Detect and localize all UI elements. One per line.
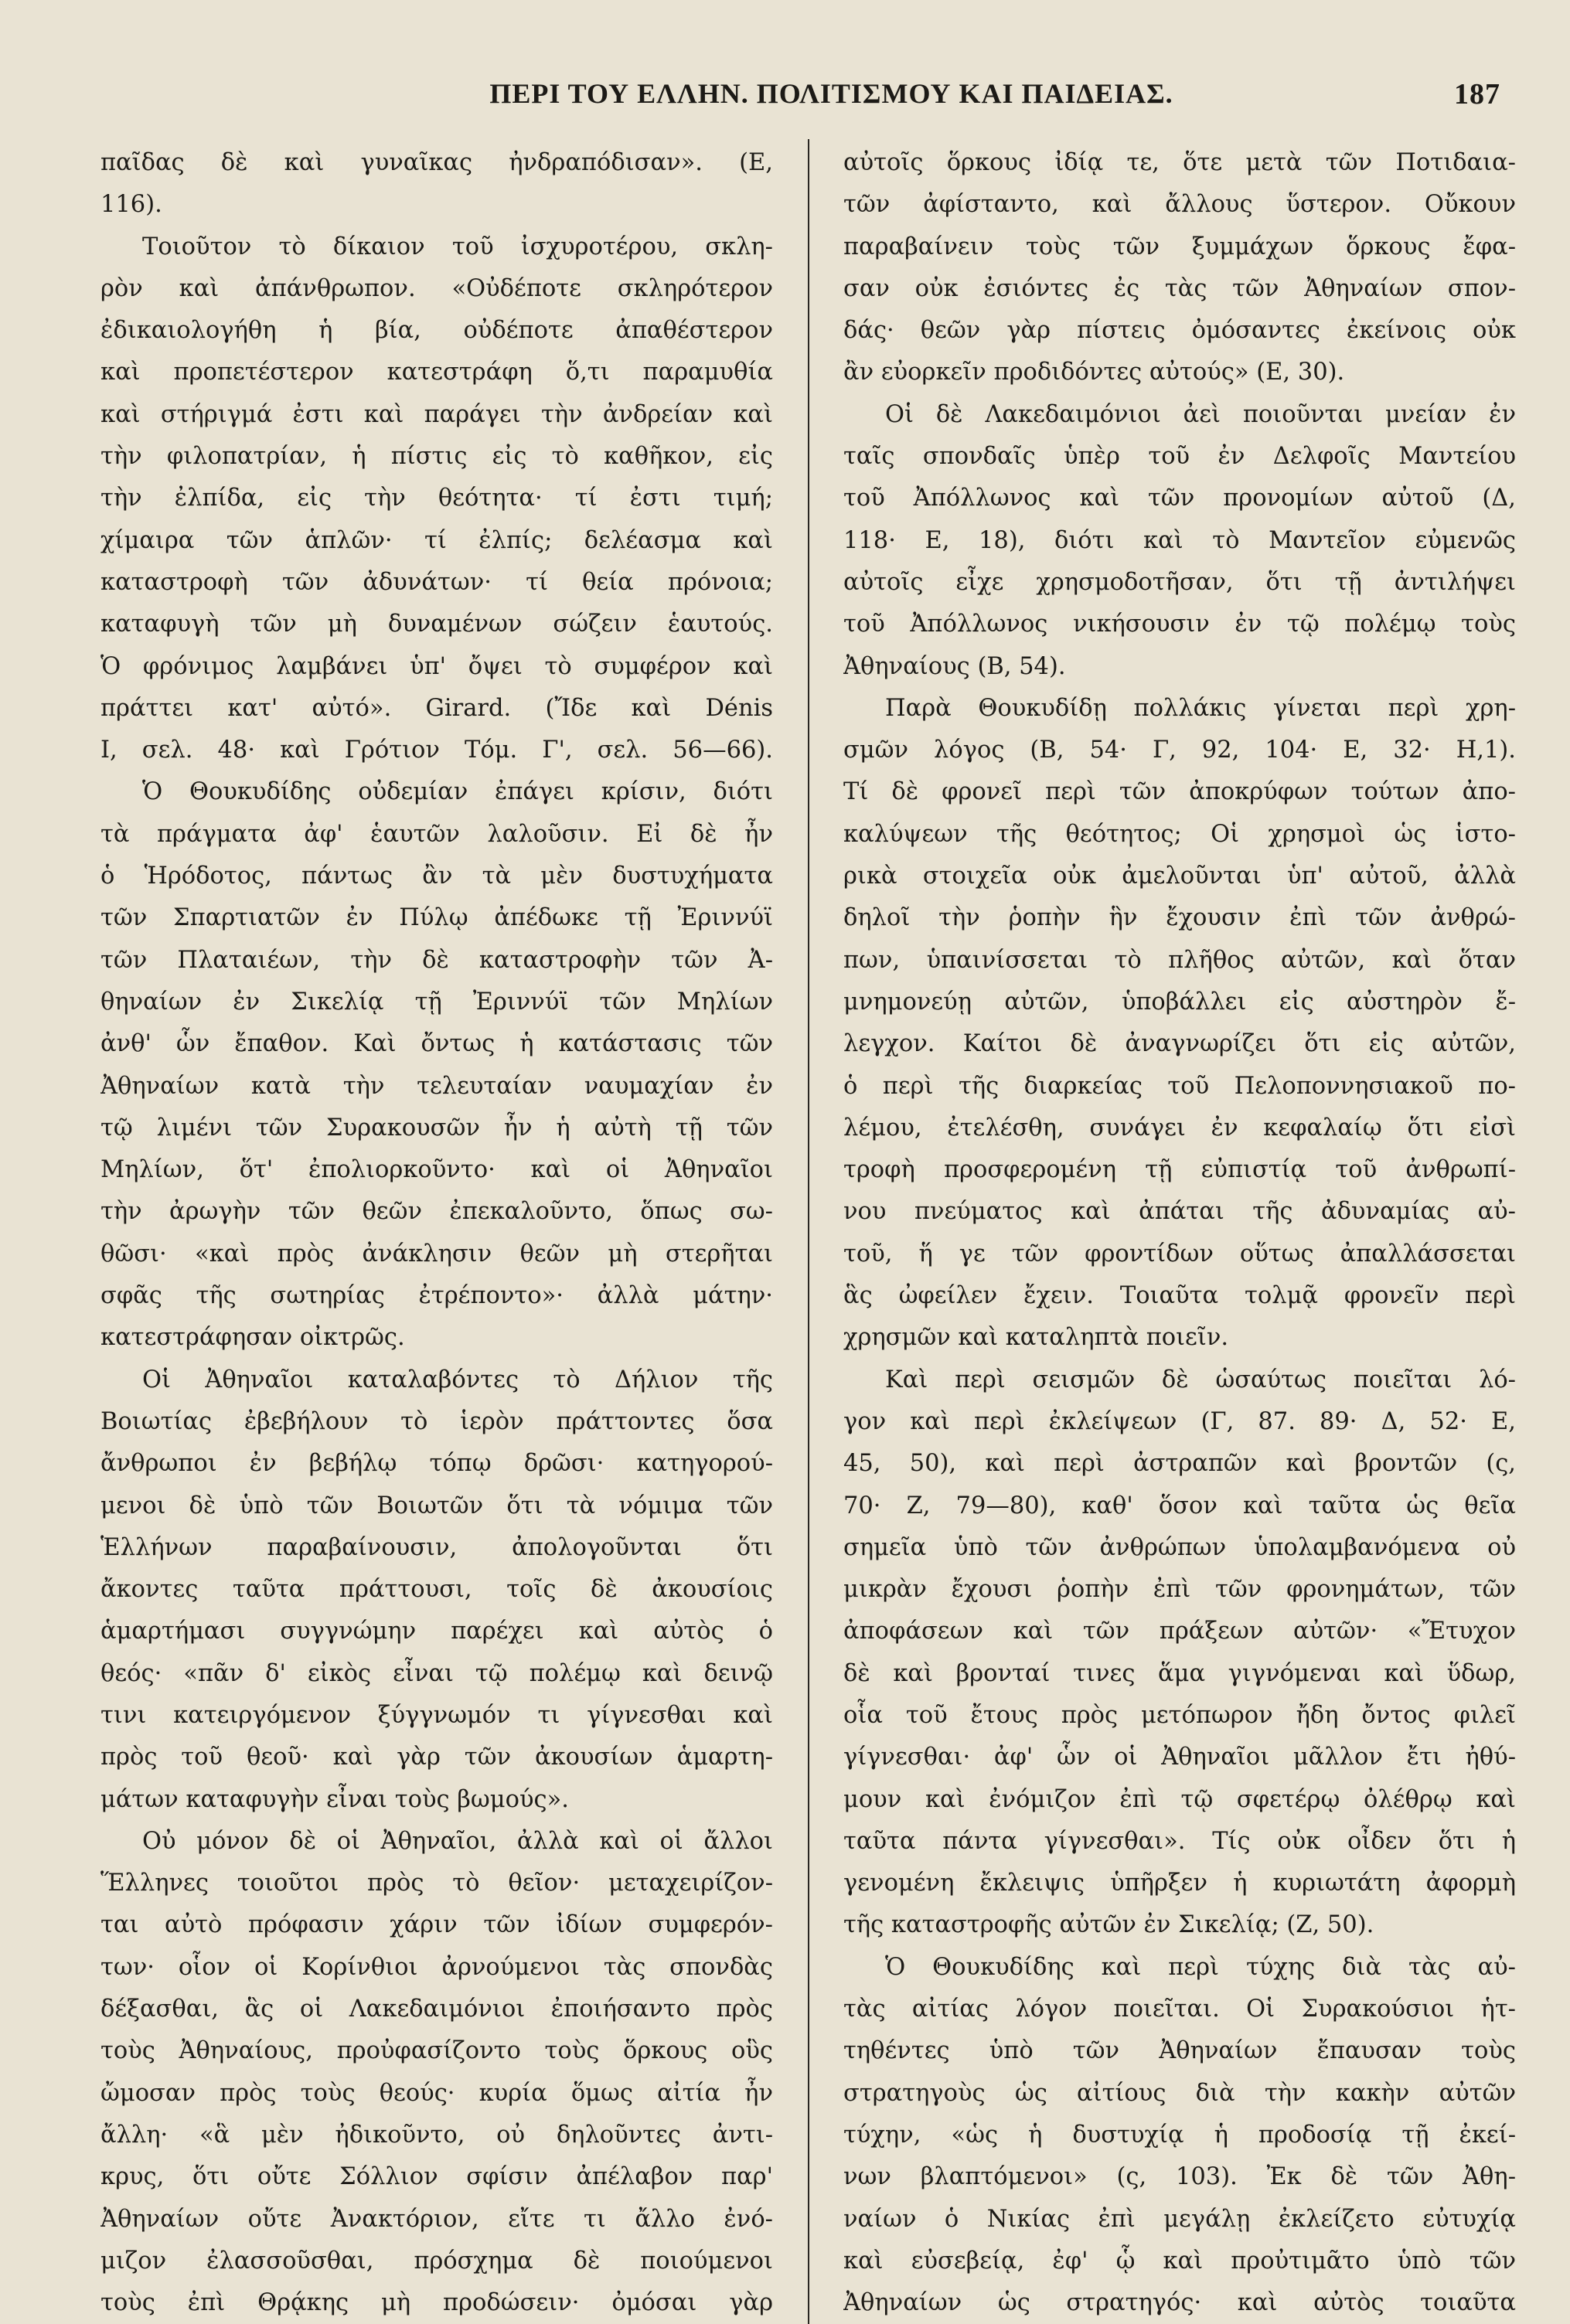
text-line: ταῦτα πάντα γίγνεσθαι». Τίς οὐκ οἶδεν ὅτι ἡ [843,1827,1516,1855]
text-line: Ὁ Θουκυδίδης οὐδεμίαν ἐπάγει κρίσιν, διότι [142,778,773,806]
text-line: σαν οὐκ ἐσιόντες ἐς τὰς τῶν Ἀθηναίων σπον- [843,274,1516,302]
text-line: κατεστράφησαν οἰκτρῶς. [100,1324,405,1352]
text-line: δὲ καὶ βρονταί τινες ἅμα γιγνόμεναι καὶ ὕδωρ, [843,1659,1516,1687]
text-line: τοῦ Ἀπόλλωνος νικήσουσιν ἐν τῷ πολέμῳ τοὺς [843,611,1516,638]
text-line: τοὺς ἐπὶ Θρᾴκης μὴ προδώσειν· ὀμόσαι γὰρ [100,2289,773,2317]
text-line: μνημονεύῃ αὐτῶν, ὑποβάλλει εἰς αὐστηρὸν ἔ- [843,988,1516,1016]
text-line: Ἕλληνες τοιοῦτοι πρὸς τὸ θεῖον· μεταχειρίζον- [100,1870,773,1897]
text-line: μιζον ἐλασσοῦσθαι, πρόσχημα δὲ ποιούμενοι [100,2247,773,2275]
text-line: τοῦ Ἀπόλλωνος καὶ τῶν προνομίων αὐτοῦ (Δ, [843,485,1516,512]
text-line: ρὸν καὶ ἀπάνθρωπον. «Οὐδέποτε σκληρότερον [100,274,773,302]
text-line: ὁ Ἡρόδοτος, πάντως ἂν τὰ μὲν δυστυχήματα [100,863,773,890]
text-line: μικρὰν ἔχουσι ῥοπὴν ἐπὶ τῶν φρονημάτων, τῶν [843,1576,1516,1604]
text-line: ἁμαρτήμασι συγγνώμην παρέχει καὶ αὐτὸς ὁ [100,1618,773,1645]
text-line: μενοι δὲ ὑπὸ τῶν Βοιωτῶν ὅτι τὰ νόμιμα τῶν [100,1492,773,1519]
text-line: στρατηγοὺς ὡς αἰτίους διὰ τὴν κακὴν αὐτῶν [843,2079,1516,2107]
text-line: καὶ προπετέστερον κατεστράφη ὅ,τι παραμυθία [100,359,773,386]
text-line: πρὸς τοῦ θεοῦ· καὶ γὰρ τῶν ἀκουσίων ἁμαρτη- [100,1744,773,1771]
text-line: δάς· θεῶν γὰρ πίστεις ὀμόσαντες ἐκείνοις οὐκ [843,317,1516,345]
text-line: λέμου, ἐτελέσθη, συνάγει ἐν κεφαλαίῳ ὅτι εἰσὶ [843,1114,1516,1142]
text-line: ἀνθ' ὧν ἔπαθον. Καὶ ὄντως ἡ κατάστασις τῶν [100,1030,773,1058]
text-line: Ἀθηναίους (Β, 54). [843,652,1066,680]
text-line: ὤμοσαν πρὸς τοὺς θεούς· κυρία ὅμως αἰτία ἦν [100,2079,773,2107]
text-line: ἄλλη· «ἃ μὲν ἠδικοῦντο, οὐ δηλοῦντες ἀντι- [100,2121,773,2149]
text-line: τὰς αἰτίας λόγον ποιεῖται. Οἱ Συρακούσιοι ἡτ- [843,1996,1516,2023]
text-line: I, σελ. 48· καὶ Γρότιον Τόμ. Γ', σελ. 56—66). [100,737,773,764]
text-line: τὴν φιλοπατρίαν, ἡ πίστις εἰς τὸ καθῆκον, εἰς [100,443,773,471]
text-columns [100,142,1516,2324]
text-line: Τοιοῦτον τὸ δίκαιον τοῦ ἰσχυροτέρου, σκλη- [142,233,773,260]
text-line: αὐτοῖς ὅρκους ἰδίᾳ τε, ὅτε μετὰ τῶν Ποτιδαια- [843,149,1516,176]
text-line: γενομένη ἔκλειψις ὑπῆρξεν ἡ κυριωτάτη ἀφορμὴ [843,1870,1516,1897]
text-line: Ἀθηναίων ὡς στρατηγός· καὶ αὐτὸς τοιαῦτα [843,2289,1516,2317]
text-line: χρησμῶν καὶ καταληπτὰ ποιεῖν. [843,1324,1229,1352]
running-title: ΠΕΡΙ ΤΟΥ ΕΛΛΗΝ. ΠΟΛΙΤΙΣΜΟΥ ΚΑΙ ΠΑΙΔΕΙΑΣ. [489,78,1173,109]
text-line: καὶ εὐσεβείᾳ, ἐφ' ᾧ καὶ προὐτιμᾶτο ὑπὸ τῶν [843,2247,1516,2275]
text-line: τὴν ἐλπίδα, εἰς τὴν θεότητα· τί ἐστι τιμή; [100,485,773,512]
text-line: τροφὴ προσφερομένη τῇ εὐπιστίᾳ τοῦ ἀνθρωπί- [843,1156,1516,1184]
text-line: Ὁ Θουκυδίδης καὶ περὶ τύχης διὰ τὰς αὐ- [885,1953,1516,1981]
text-line: αὐτοῖς εἶχε χρησμοδοτῆσαν, ὅτι τῇ ἀντιλήψει [843,568,1516,596]
text-line: νου πνεύματος καὶ ἀπάται τῆς ἀδυναμίας αὐ- [843,1198,1516,1226]
text-line: πράττει κατ' αὐτό». Girard. (Ἴδε καὶ Dénis [100,694,773,722]
text-line: μουν καὶ ἐνόμιζον ἐπὶ τῷ σφετέρῳ ὀλέθρῳ καὶ [843,1785,1516,1813]
text-line: τοῦ, ἥ γε τῶν φροντίδων οὕτως ἀπαλλάσσεται [843,1240,1516,1267]
text-line: Ἀθηναίων κατὰ τὴν τελευταίαν ναυμαχίαν ἐν [100,1072,773,1100]
text-line: Τί δὲ φρονεῖ περὶ τῶν ἀποκρύφων τούτων ἀπο- [843,778,1516,806]
text-line: σημεῖα ὑπὸ τῶν ἀνθρώπων ὑπολαμβανόμενα οὐ [843,1533,1516,1561]
text-line: 116). [100,191,162,219]
text-line: τοὺς Ἀθηναίους, προὐφασίζοντο τοὺς ὅρκους οὓς [100,2037,773,2065]
text-line: ἄκοντες ταῦτα πράττουσι, τοῖς δὲ ἀκουσίοις [100,1576,773,1604]
page-number: 187 [1454,78,1500,111]
text-line: τὴν ἀρωγὴν τῶν θεῶν ἐπεκαλοῦντο, ὅπως σω- [100,1198,773,1226]
text-line: 45, 50), καὶ περὶ ἀστραπῶν καὶ βροντῶν (ς, [843,1450,1516,1478]
text-line: Οὐ μόνον δὲ οἱ Ἀθηναῖοι, ἀλλὰ καὶ οἱ ἄλλοι [142,1827,773,1855]
text-line: τῷ λιμένι τῶν Συρακουσῶν ἦν ἡ αὐτὴ τῇ τῶν [100,1114,773,1142]
text-line: ρικὰ στοιχεῖα οὐκ ἀμελοῦνται ὑπ' αὐτοῦ, ἀλλὰ [843,863,1516,890]
text-line: θηναίων ἐν Σικελίᾳ τῇ Ἐριννύϊ τῶν Μηλίων [100,988,773,1016]
text-line: τινι κατειργόμενον ξύγγνωμόν τι γίγνεσθαι καὶ [100,1701,773,1729]
text-line: ἀποφάσεων καὶ τῶν πράξεων αὐτῶν· «Ἔτυχον [843,1618,1516,1645]
text-line: λεγχον. Καίτοι δὲ ἀναγνωρίζει ὅτι εἰς αὐτῶν, [843,1030,1516,1058]
text-line: πων, ὑπαινίσσεται τὸ πλῆθος αὐτῶν, καὶ ὅταν [843,946,1516,974]
text-line: κρυς, ὅτι οὔτε Σόλλιον σφίσιν ἀπέλαβον παρ' [100,2163,773,2191]
text-line: σμῶν λόγος (Β, 54· Γ, 92, 104· Ε, 32· Η,1). [843,737,1516,764]
text-line: ἄνθρωποι ἐν βεβήλῳ τόπῳ δρῶσι· κατηγορού- [100,1450,773,1478]
text-line: καταφυγὴ τῶν μὴ δυναμένων σώζειν ἑαυτούς. [100,611,773,638]
text-line: τύχην, «ὡς ἡ δυστυχίᾳ ἡ προδοσίᾳ τῇ ἐκεί- [843,2121,1516,2149]
text-line: ἃς ὠφείλεν ἔχειν. Τοιαῦτα τολμᾷ φρονεῖν περὶ [843,1282,1516,1310]
text-line: δέξασθαι, ἃς οἱ Λακεδαιμόνιοι ἐποιήσαντο πρὸς [100,1996,773,2023]
text-line: Ἀθηναίων οὔτε Ἀνακτόριον, εἴτε τι ἄλλο ἐνό- [100,2205,773,2233]
text-line: τηθέντες ὑπὸ τῶν Ἀθηναίων ἔπαυσαν τοὺς [843,2037,1516,2065]
text-line: σφᾶς τῆς σωτηρίας ἐτρέποντο»· ἀλλὰ μάτην· [100,1282,773,1310]
text-line: ναίων ὁ Νικίας ἐπὶ μεγάλῃ ἐκλείζετο εὐτυχίᾳ [843,2205,1516,2233]
text-line: 118· Ε, 18), διότι καὶ τὸ Μαντεῖον εὐμενῶς [843,526,1516,554]
text-line: τῶν ἀφίσταντο, καὶ ἄλλους ὕστερον. Οὔκουν [843,191,1516,219]
text-line: ἐδικαιολογήθη ἡ βία, οὐδέποτε ἀπαθέστερον [100,317,773,345]
text-line: τῆς καταστροφῆς αὐτῶν ἐν Σικελίᾳ; (Ζ, 50). [843,1911,1374,1939]
text-line: ὁ περὶ τῆς διαρκείας τοῦ Πελοποννησιακοῦ πο- [843,1072,1516,1100]
text-line: ται αὐτὸ πρόφασιν χάριν τῶν ἰδίων συμφερόν- [100,1911,773,1939]
running-header [100,77,1516,131]
left-column [100,142,773,2324]
text-line: Ἑλλήνων παραβαίνουσιν, ἀπολογοῦνται ὅτι [100,1533,773,1561]
text-line: καλύψεων τῆς θεότητος; Οἱ χρησμοὶ ὡς ἱστο- [843,820,1516,848]
text-line: ἂν εὐορκεῖν προδιδόντες αὐτούς» (Ε, 30). [843,359,1345,386]
text-line: Οἱ δὲ Λακεδαιμόνιοι ἀεὶ ποιοῦνται μνείαν ἐν [885,400,1516,428]
text-line: μάτων καταφυγὴν εἶναι τοὺς βωμούς». [100,1785,569,1813]
text-line: παῖδας δὲ καὶ γυναῖκας ἠνδραπόδισαν». (Ε, [100,149,773,176]
text-line: Βοιωτίας ἐβεβήλουν τὸ ἱερὸν πράττοντες ὅσα [100,1407,773,1435]
text-line: Ὁ φρόνιμος λαμβάνει ὑπ' ὄψει τὸ συμφέρον καὶ [100,652,773,680]
text-line: τῶν Σπαρτιατῶν ἐν Πύλῳ ἀπέδωκε τῇ Ἐριννύϊ [100,904,773,932]
text-line: Μηλίων, ὅτ' ἐπολιορκοῦντο· καὶ οἱ Ἀθηναῖοι [100,1156,773,1184]
text-line: γίγνεσθαι· ἀφ' ὧν οἱ Ἀθηναῖοι μᾶλλον ἔτι ἠθύ- [843,1744,1516,1771]
text-line: οἷα τοῦ ἔτους πρὸς μετόπωρον ἤδη ὄντος φιλεῖ [843,1701,1516,1729]
text-line: τῶν Πλαταιέων, τὴν δὲ καταστροφὴν τῶν Ἀ- [100,946,773,974]
text-line: ταῖς σπονδαῖς ὑπὲρ τοῦ ἐν Δελφοῖς Μαντείου [843,443,1516,471]
text-line: Οἱ Ἀθηναῖοι καταλαβόντες τὸ Δήλιον τῆς [142,1366,773,1393]
text-line: παραβαίνειν τοὺς τῶν ξυμμάχων ὅρκους ἔφα- [843,233,1516,260]
text-line: καὶ στήριγμά ἐστι καὶ παράγει τὴν ἀνδρείαν καὶ [100,400,773,428]
right-column [843,142,1516,2324]
text-line: Παρὰ Θουκυδίδῃ πολλάκις γίνεται περὶ χρη- [885,694,1516,722]
column-divider [808,139,809,2324]
text-line: χίμαιρα τῶν ἁπλῶν· τί ἐλπίς; δελέασμα καὶ [100,526,773,554]
text-line: τὰ πράγματα ἀφ' ἑαυτῶν λαλοῦσιν. Εἰ δὲ ἦν [100,820,773,848]
text-line: νων βλαπτόμενοι» (ς, 103). Ἐκ δὲ τῶν Ἀθη- [843,2163,1516,2191]
text-line: Καὶ περὶ σεισμῶν δὲ ὡσαύτως ποιεῖται λό- [885,1366,1516,1393]
text-line: θεός· «πᾶν δ' εἰκὸς εἶναι τῷ πολέμῳ καὶ δεινῷ [100,1659,773,1687]
text-line: καταστροφὴ τῶν ἀδυνάτων· τί θεία πρόνοια; [100,568,773,596]
text-line: δηλοῖ τὴν ῥοπὴν ἣν ἔχουσιν ἐπὶ τῶν ἀνθρώ- [843,904,1516,932]
text-line: των· οἷον οἱ Κορίνθιοι ἀρνούμενοι τὰς σπονδὰς [100,1953,773,1981]
text-line: 70· Ζ, 79—80), καθ' ὅσον καὶ ταῦτα ὡς θεῖα [843,1492,1516,1519]
text-line: γον καὶ περὶ ἐκλείψεων (Γ, 87. 89· Δ, 52· Ε, [843,1407,1516,1435]
text-line: θῶσι· «καὶ πρὸς ἀνάκλησιν θεῶν μὴ στερῆται [100,1240,773,1267]
